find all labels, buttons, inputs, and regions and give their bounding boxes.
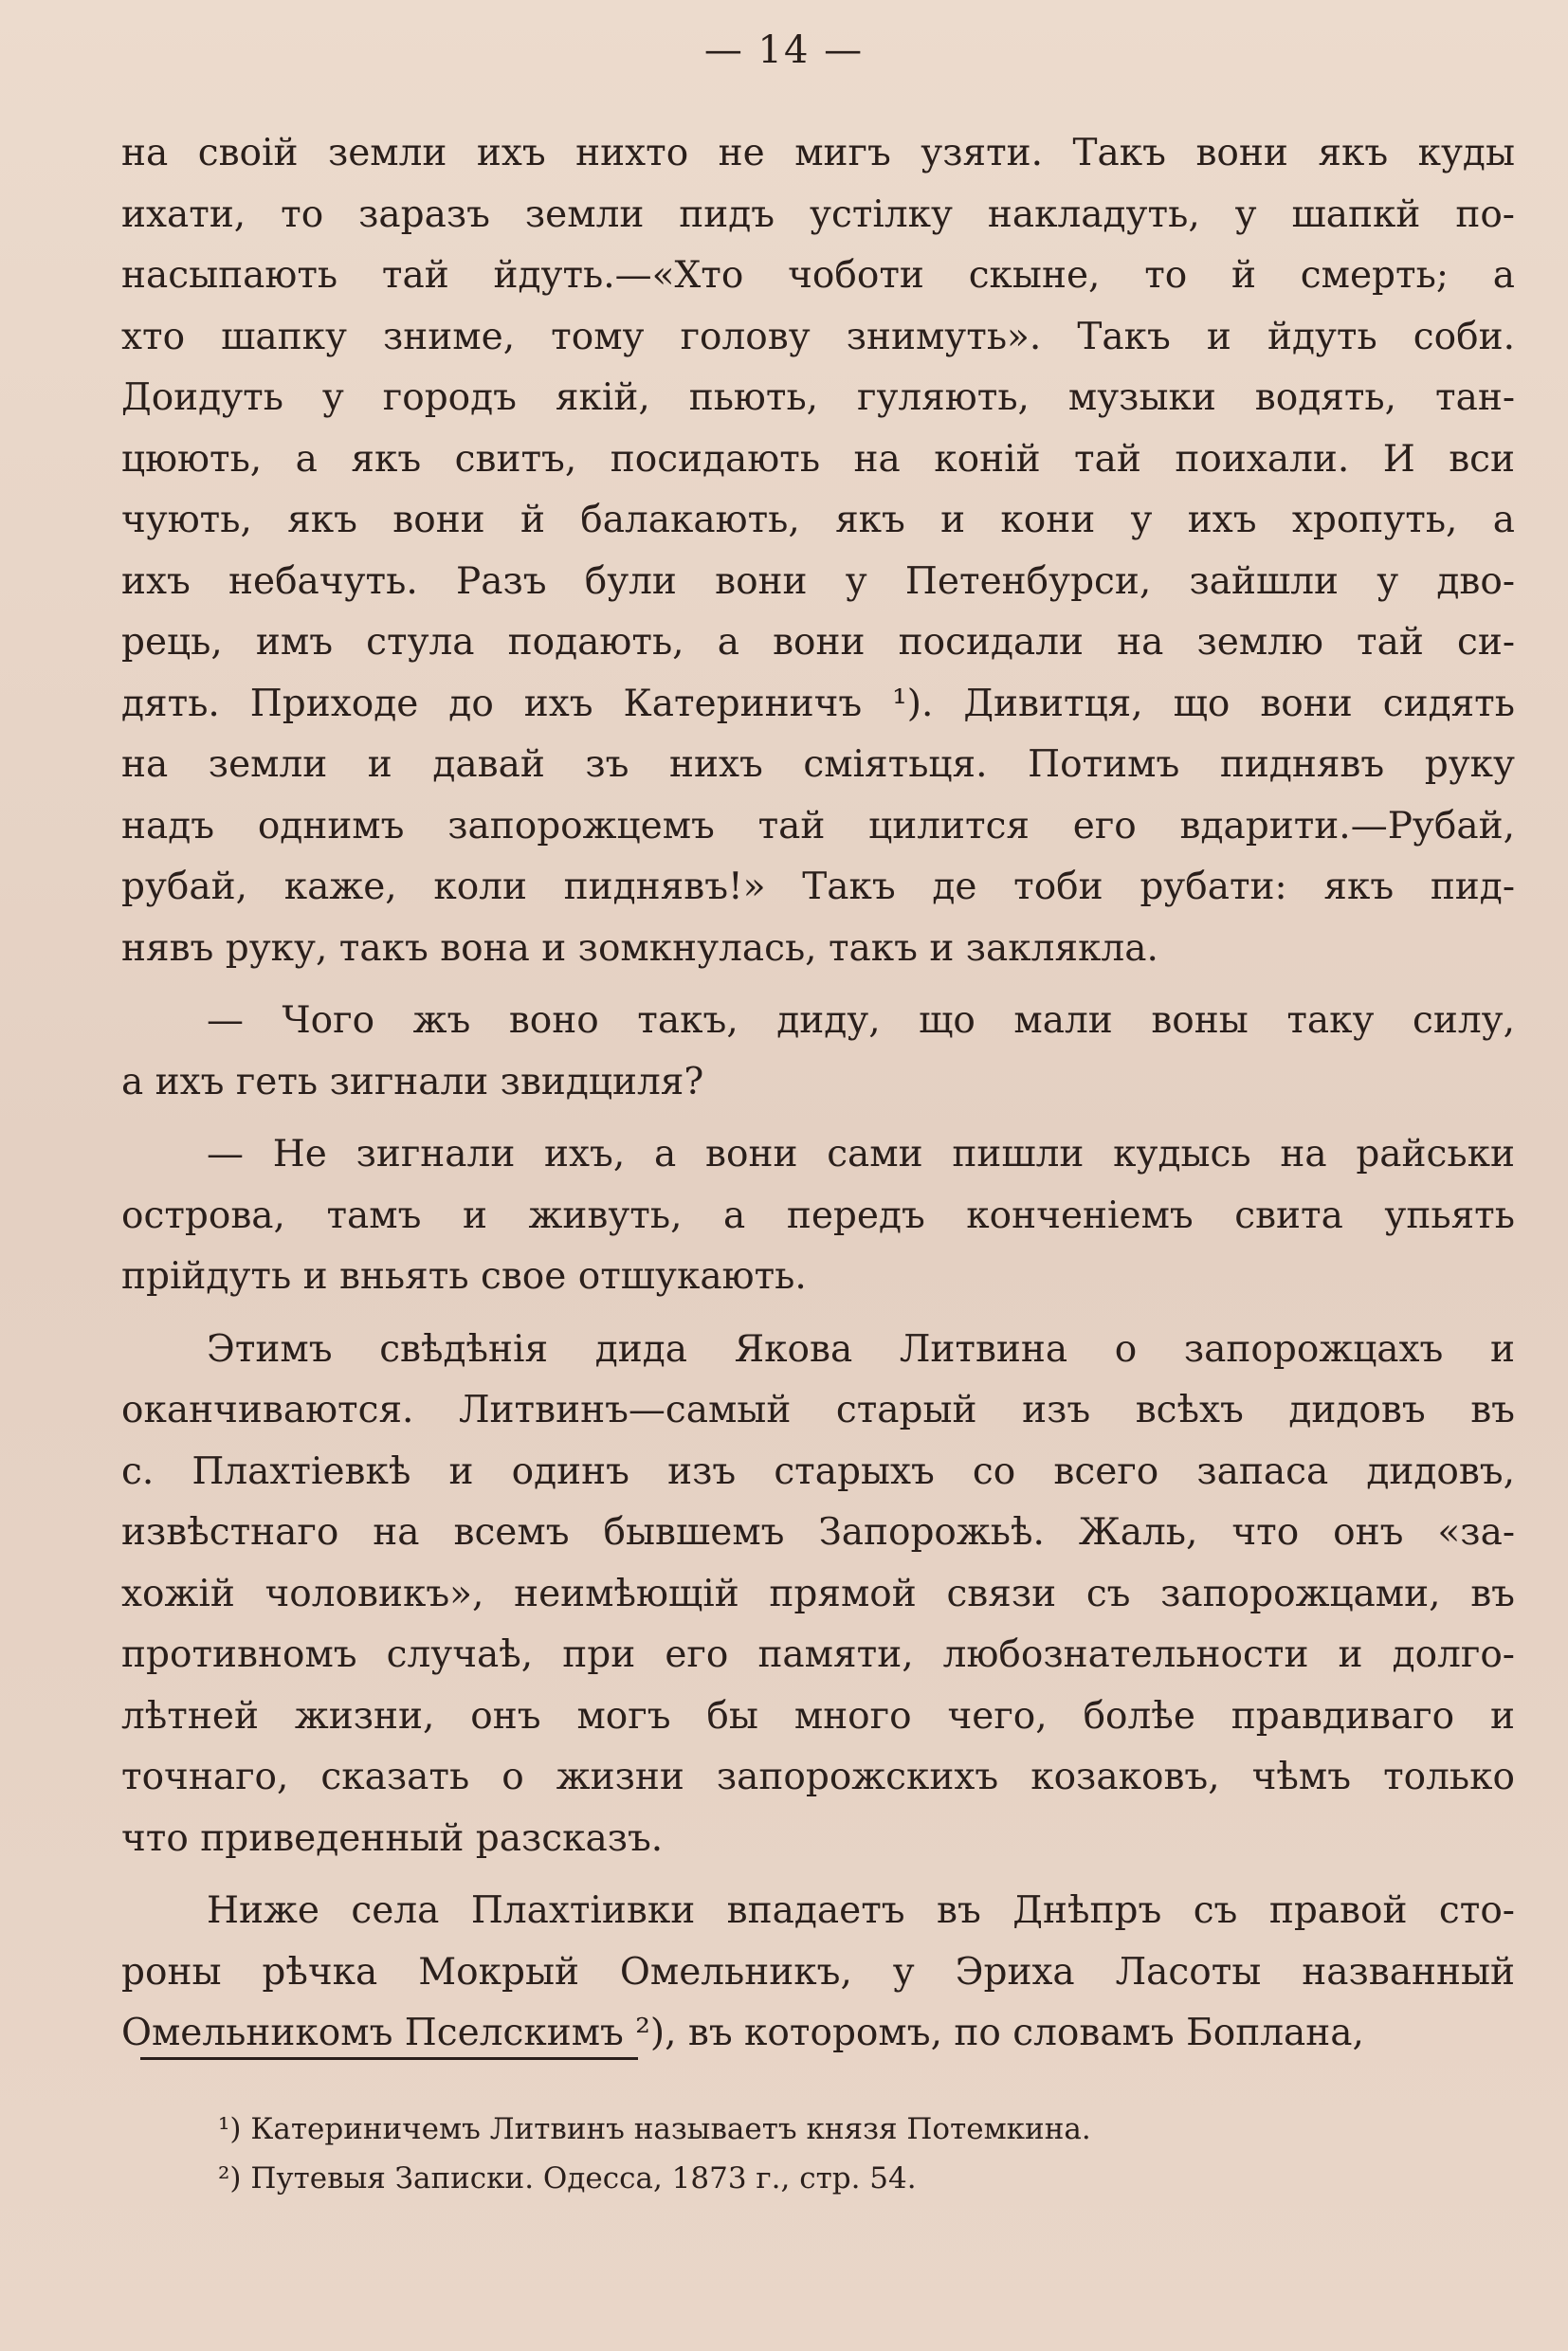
text-line: на земли и давай зъ нихъ сміятьця. Потимъ пиднявъ руку [121, 743, 1515, 786]
text-line: острова, тамъ и живуть, а передъ конченіемъ свита упьять [121, 1194, 1515, 1237]
page-number: — 14 — [703, 28, 865, 72]
text-line: противномъ случаѣ, при его памяти, любознательности и долго- [121, 1633, 1515, 1676]
paragraph [121, 1124, 1515, 1308]
text-line: рубай, каже, коли пиднявъ!» Такъ де тоби рубати: якъ пид- [121, 866, 1515, 908]
paragraph [121, 1320, 1515, 1870]
text-line: ихати, то заразъ земли пидъ устілку накладуть, у шапкй по- [121, 192, 1515, 236]
text-line: лѣтней жизни, онъ могъ бы много чего, болѣе правдиваго и [121, 1694, 1515, 1738]
text-line: рець, имъ стула подають, а вони посидали на землю тай си- [121, 621, 1515, 664]
text-line: — Не зигнали ихъ, а вони сами пишли кудысь на райськи [207, 1133, 1515, 1176]
text-line: Ниже села Плахтіивки впадаетъ въ Днѣпръ съ правой сто- [207, 1889, 1515, 1932]
text-line: чують, якъ вони й балакають, якъ и кони у ихъ хропуть, а [121, 499, 1515, 541]
text-line: дять. Приходе до ихъ Катериничъ ¹). Дивитця, що вони сидять [121, 682, 1515, 725]
text-line: что приведенный разсказъ. [121, 1816, 664, 1860]
footnote: ²) Путевыя Записки. Одесса, 1873 г., стр. 54. [218, 2161, 917, 2196]
text-line: ихъ небачуть. Разъ були вони у Петенбурси, зайшли у дво- [121, 559, 1515, 603]
text-line: насыпають тай йдуть.—«Хто чоботи скыне, то й смерть; а [121, 254, 1515, 297]
text-line: оканчиваются. Литвинъ—самый старый изъ всѣхъ дидовъ въ [121, 1389, 1515, 1431]
text-line: на своій земли ихъ нихто не мигъ узяти. Такъ вони якъ куды [121, 132, 1515, 174]
paragraph [121, 991, 1515, 1113]
text-line: извѣстнаго на всемъ бывшемъ Запорожьѣ. Жаль, что онъ «за- [121, 1511, 1515, 1554]
text-line: а ихъ геть зигнали звидциля? [121, 1060, 704, 1103]
text-line: точнаго, сказать о жизни запорожскихъ козаковъ, чѣмъ только [121, 1756, 1515, 1798]
footnote-divider [140, 2057, 638, 2060]
paragraph [121, 123, 1515, 979]
text-line: хожій чоловикъ», неимѣющій прямой связи съ запорожцами, въ [121, 1572, 1515, 1615]
text-line: надъ однимъ запорожцемъ тай цилится его вдарити.—Рубай, [121, 804, 1515, 847]
text-line: роны рѣчка Мокрый Омельникъ, у Эриха Ласоты названный [121, 1950, 1515, 1994]
text-line: Доидуть у городъ якій, пьють, гуляють, музыки водять, тан- [121, 376, 1515, 419]
text-line: нявъ руку, такъ вона и зомкнулась, такъ и заклякла. [121, 926, 1158, 970]
text-line: прійдуть и вньять свое отшукають. [121, 1255, 807, 1298]
footnote: ¹) Катериничемъ Литвинъ называетъ князя Потемкина. [218, 2112, 1091, 2146]
text-line: цюють, а якъ свитъ, посидають на коній тай поихали. И вси [121, 437, 1515, 481]
text-line: Этимъ свѣдѣнія дида Якова Литвина о запорожцахъ и [207, 1327, 1515, 1371]
text-line: с. Плахтіевкѣ и одинъ изъ старыхъ со всего запаса дидовъ, [121, 1449, 1515, 1493]
text-line: Омельникомъ Пселскимъ ²), въ которомъ, по словамъ Боплана, [121, 2012, 1364, 2054]
text-line: — Чого жъ воно такъ, диду, що мали воны таку силу, [207, 999, 1515, 1042]
text-line: хто шапку зниме, тому голову знимуть». Такъ и йдуть соби. [121, 315, 1515, 358]
body-text [121, 123, 1515, 2065]
paragraph [121, 1881, 1515, 2065]
footnotes [218, 2105, 1091, 2203]
